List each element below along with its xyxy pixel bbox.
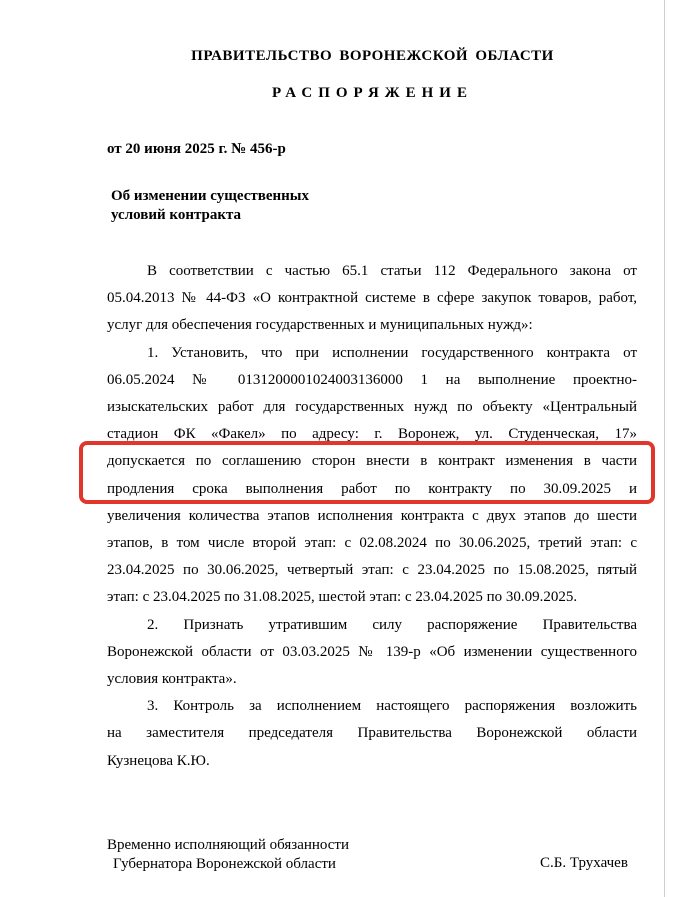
subject-line-2: условий контракта [111,207,242,223]
text-line: 23.04.2025 по 30.06.2025, четвертый этап: с 23.04.2025 по 15.08.2025, пятый [107,562,637,579]
text-line: 1. Установить, что при исполнении государственного контракта от [147,344,637,361]
item-2-paragraph [107,612,637,694]
document-body [107,258,637,775]
signatory-position [107,836,349,874]
government-title: ПРАВИТЕЛЬСТВО ВОРОНЕЖСКОЙ ОБЛАСТИ [191,48,554,64]
intro-paragraph [107,258,637,340]
document-date-number: от 20 июня 2025 г. № 456-р [107,141,286,157]
text-line: услуг для обеспечения государственных и муниципальных нужд»: [107,317,533,334]
signatory-name: С.Б. Трухачев [540,855,628,871]
text-line: этап: с 23.04.2025 по 31.08.2025, шестой этап: с 23.04.2025 по 30.09.2025. [107,589,578,606]
item-3-paragraph [107,693,637,775]
page-edge [664,0,665,897]
text-line: увеличения количества этапов исполнения контракта с двух этапов до шести [107,507,637,524]
text-line: Воронежской области от 03.03.2025 № 139-р «Об изменении существенного [107,643,637,660]
document-subject [111,187,411,225]
text-line: 2. Признать утратившим силу распоряжение Правительства [147,616,637,633]
text-line: В соответствии с частью 65.1 статьи 112 Федерального закона от [147,263,637,279]
highlight-annotation-box [79,441,655,504]
subject-line-1: Об изменении существенных [111,188,309,204]
document-type: РАСПОРЯЖЕНИЕ [272,85,473,101]
highlighted-text-line: допускается по соглашению сторон внести в контракт изменения в части [107,453,637,470]
text-line: 3. Контроль за исполнением настоящего распоряжения возложить [147,698,637,715]
highlighted-text-line: продления срока выполнения работ по контракту по 30.09.2025 и [107,480,637,497]
text-line: изыскательских работ для государственных нужд по объекту «Центральный [107,399,637,416]
text-line: стадион ФК «Факел» по адресу: г. Воронеж, ул. Студенческая, 17» [107,426,637,443]
text-line: условия контракта». [107,671,237,688]
position-line-2: Губернатора Воронежской области [113,856,336,872]
text-line: Кузнецова К.Ю. [107,752,210,769]
text-line: 06.05.2024 № 0131200001024003136000 1 на выполнение проектно- [107,371,637,388]
text-line: на заместителя председателя Правительства Воронежской области [107,725,637,742]
text-line: этапов, в том числе второй этап: с 02.08.2024 по 30.06.2025, третий этап: с [107,535,637,552]
text-line: 05.04.2013 № 44-ФЗ «О контрактной системе в сфере закупок товаров, работ, [107,290,637,307]
position-line-1: Временно исполняющий обязанности [107,837,350,853]
